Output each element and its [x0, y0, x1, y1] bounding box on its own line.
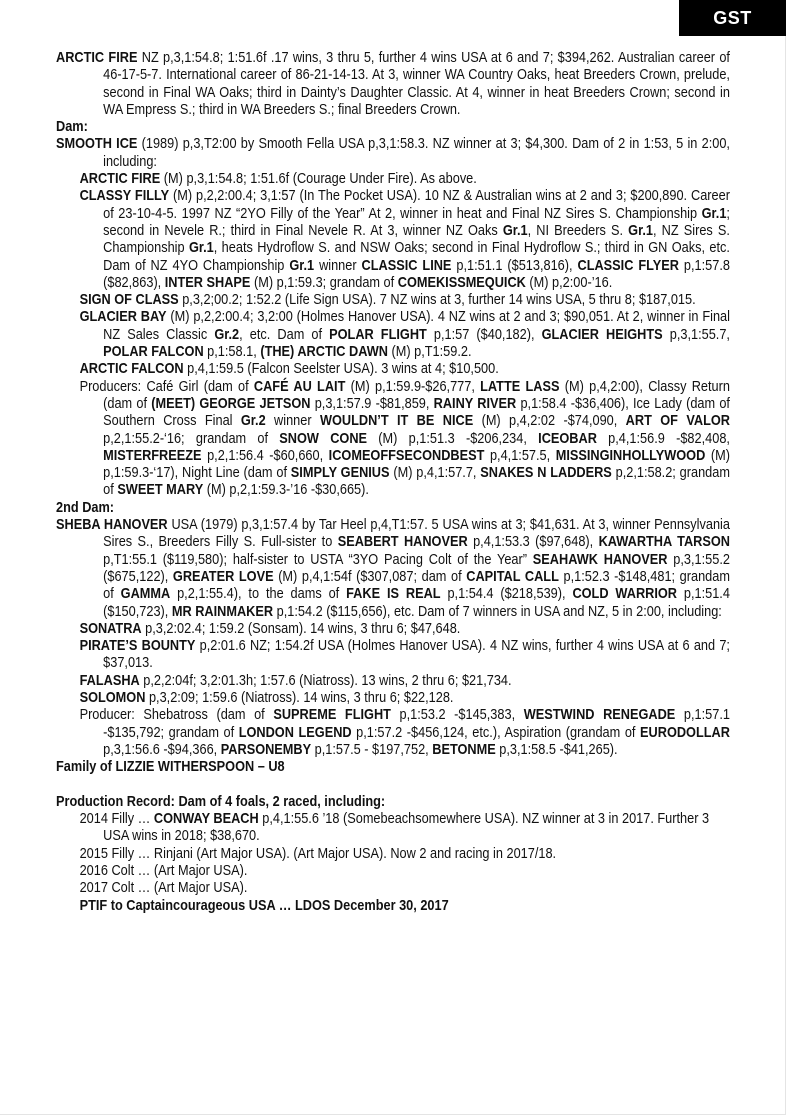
bold-text: ICOMEOFFSECONDBEST [328, 447, 485, 464]
section-heading [56, 794, 730, 811]
bold-text: SEABERT HANOVER [337, 534, 468, 551]
text: winner [265, 413, 320, 430]
text: 2016 Colt … (Art Major USA). [79, 862, 248, 879]
pedigree-entry [56, 846, 730, 863]
section-badge: GST [679, 0, 786, 36]
pedigree-entry [56, 309, 730, 361]
text: (M) p,2,2:00.4; 3,1:57 (In The Pocket USA). 10 NZ & Australian wins at 2 and 3; $200,890. Career of 23-10-4-5. 1997 NZ “2YO Filly of the Year” At 2, winner in heat and Final NZ Sires S. Championship [103, 188, 730, 222]
section-heading [56, 500, 730, 517]
text: ; second in Nevele R.; third in Final Nevele R. At 3, winner NZ Oaks [103, 205, 730, 239]
pedigree-entry [56, 171, 730, 188]
text: , NI Breeders S. [527, 222, 629, 239]
bold-text: 2nd Dam: [56, 499, 115, 516]
text: winner [314, 257, 362, 274]
text: p,1:52.3 -$148,481; grandam of [103, 568, 730, 603]
text: p,1:57 ($40,182), [426, 326, 542, 343]
bold-text: Production Record: Dam of 4 foals, 2 raced, including: [56, 793, 386, 810]
bold-text: Gr.2 [240, 413, 266, 430]
pedigree-entry [56, 292, 730, 309]
text: p,3,1:58.5 -$41,265). [495, 741, 618, 758]
bold-text: CAPITAL CALL [466, 568, 559, 585]
bold-text: SNOW CONE [279, 430, 368, 447]
text: (M) p,1:59.3-‘17), Night Line (dam of [103, 447, 730, 482]
bold-text: CAFÉ AU LAIT [253, 378, 346, 395]
text: p,3,2;00.2; 1:52.2 (Life Sign USA). 7 NZ wins at 3, further 14 wins USA, 5 thru 8; $187,015. [178, 292, 696, 309]
bold-text: Gr.1 [701, 205, 727, 222]
text: p,2,1:55.4), to the dams of [170, 586, 347, 603]
text: (M) p,4,2:02 -$74,090, [473, 413, 626, 430]
pedigree-entry [56, 136, 730, 171]
bold-text: (MEET) GEORGE JETSON [151, 395, 311, 412]
pedigree-entry [56, 898, 730, 915]
text: (M) p,1:59.3; grandam of [250, 274, 398, 291]
pedigree-entry [56, 50, 730, 119]
pedigree-entry [56, 863, 730, 880]
bold-text: SEAHAWK HANOVER [532, 551, 668, 568]
text: p,2,2:04f; 3,2:01.3h; 1:57.6 (Niatross). 13 wins, 2 thru 6; $21,734. [139, 672, 512, 689]
text: p,1:57.2 -$456,124, etc.), Aspiration (grandam of [351, 724, 641, 741]
pedigree-entry [56, 690, 730, 707]
bold-text: FALASHA [79, 672, 140, 689]
bold-text: Gr.1 [289, 257, 315, 274]
bold-text: WOULDN’T IT BE NICE [319, 413, 474, 430]
text: p,2:01.6 NZ; 1:54.2f USA (Holmes Hanover USA). 4 NZ wins, further 4 wins USA at 6 and 7; $37,013. [103, 638, 730, 672]
blank-line [56, 776, 730, 793]
text: p,4,1:57.5, [484, 447, 556, 464]
text: p,3,2:02.4; 1:59.2 (Sonsam). 14 wins, 3 thru 6; $47,648. [141, 620, 461, 637]
bold-text: SUPREME FLIGHT [273, 707, 391, 724]
text: (M) p,2:00-’16. [525, 274, 613, 291]
bold-text: POLAR FALCON [103, 344, 204, 361]
text: p,3,2:09; 1:59.6 (Niatross). 14 wins, 3 thru 6; $22,128. [145, 689, 454, 706]
text: , etc. Dam of [239, 326, 330, 343]
bold-text: Gr.2 [214, 326, 240, 343]
bold-text: INTER SHAPE [164, 274, 251, 291]
text: Producer: Shebatross (dam of [79, 707, 274, 724]
bold-text: ARCTIC FALCON [79, 361, 184, 378]
text: p,3,1:55.7, [662, 326, 730, 343]
bold-text: CLASSY FILLY [79, 188, 170, 205]
bold-text: SHEBA HANOVER [56, 517, 168, 534]
text: (M) p,4,1:54f ($307,087; dam of [273, 568, 467, 585]
bold-text: Dam: [56, 119, 88, 136]
bold-text: FAKE IS REAL [346, 586, 441, 603]
text: p,4,1:55.6 ’18 (Somebeachsomewhere USA). NZ winner at 3 in 2017. Further 3 USA wins in 2018; $38,670. [103, 811, 710, 845]
text: p,2,1:56.4 -$60,660, [201, 447, 329, 464]
bold-text: LONDON LEGEND [238, 724, 352, 741]
text: p,1:53.2 -$145,383, [390, 707, 524, 724]
text: p,1:57.5 - $197,752, [311, 741, 433, 758]
text: p,2,1:55.2-‘16; grandam of [103, 430, 280, 447]
bold-text: SMOOTH ICE [56, 136, 138, 153]
text: (M) p,T1:59.2. [387, 344, 472, 361]
text: (M) p,4,2:00), Classy Return (dam of [103, 378, 730, 412]
bold-text: CLASSIC LINE [361, 257, 452, 274]
bold-text: ART OF VALOR [625, 413, 730, 430]
bold-text: MR RAINMAKER [171, 603, 274, 620]
pedigree-entry [56, 379, 730, 500]
bold-text: SWEET MARY [117, 482, 204, 499]
bold-text: Family of LIZZIE WITHERSPOON – U8 [56, 759, 285, 776]
bold-text: WESTWIND RENEGADE [523, 707, 676, 724]
bold-text: GLACIER HEIGHTS [541, 326, 663, 343]
pedigree-entry [56, 361, 730, 378]
bold-text: Gr.1 [188, 240, 214, 257]
text: , NZ Sires S. Championship [103, 222, 730, 257]
bold-text: CONWAY BEACH [153, 811, 259, 828]
pedigree-entry [56, 811, 730, 846]
bold-text: SOLOMON [79, 689, 146, 706]
bold-text: CLASSIC FLYER [577, 257, 679, 274]
pedigree-text-body [56, 50, 730, 915]
bold-text: GREATER LOVE [172, 568, 274, 585]
text: (M) p,1:59.9-$26,777, [345, 378, 481, 395]
bold-text: Gr.1 [628, 222, 653, 239]
section-heading [56, 759, 730, 776]
text: NZ p,3,1:54.8; 1:51.6f .17 wins, 3 thru 5, further 4 wins USA at 6 and 7; $394,262. Australian career of 46-17-5-7. International career of 86-21-14-13. At 3, winner WA Country Oaks, heat Breeders Crown, prelude, second in Final WA Oaks; third in Dainty’s Daughter Classic. At 4, winner in heat Breeders Crown; second in WA Empress S.; third in WA Breeders S.; final Breeders Crown. [103, 50, 730, 118]
bold-text: Gr.1 [502, 222, 528, 239]
bold-text: GLACIER BAY [79, 309, 167, 326]
bold-text: SONATRA [79, 620, 142, 637]
text: , heats Hydroflow S. and NSW Oaks; second in Final Hydroflow S.; third in GN Oaks, etc. Dam of NZ 4YO Championship [103, 240, 730, 274]
bold-text: MISSINGINHOLLYWOOD [555, 447, 706, 464]
bold-text: ARCTIC FIRE [79, 171, 161, 188]
text: 2017 Colt … (Art Major USA). [79, 880, 248, 897]
text: (1989) p,3,T2:00 by Smooth Fella USA p,3,1:58.3. NZ winner at 3; $4,300. Dam of 2 in 1:53, 5 in 2:00, including: [103, 136, 730, 170]
pedigree-entry [56, 880, 730, 897]
bold-text: EURODOLLAR [640, 724, 730, 741]
bold-text: POLAR FLIGHT [329, 326, 427, 343]
text: p,4,1:59.5 (Falcon Seelster USA). 3 wins at 4; $10,500. [183, 361, 499, 378]
text: p,1:54.4 ($218,539), [440, 586, 573, 603]
bold-text: ICEOBAR [538, 430, 597, 447]
bold-text: SIMPLY GENIUS [290, 465, 390, 482]
bold-text: ARCTIC FIRE [56, 50, 138, 66]
text: 2015 Filly … Rinjani (Art Major USA). (Art Major USA). Now 2 and racing in 2017/18. [79, 845, 557, 862]
text: (M) p,2,2:00.4; 3,2:00 (Holmes Hanover USA). 4 NZ wins at 2 and 3; $90,051. At 2, winner in Final NZ Sales Classic [103, 309, 730, 343]
pedigree-entry [56, 621, 730, 638]
text: p,1:58.1, [203, 344, 261, 361]
text: (M) p,2,1:59.3-’16 -$30,665). [203, 482, 369, 499]
text: p,3,1:56.6 -$94,366, [103, 741, 221, 758]
section-heading [56, 119, 730, 136]
bold-text: SIGN OF CLASS [79, 292, 179, 309]
text: p,4,1:56.9 -$82,408, [596, 430, 730, 447]
bold-text: GAMMA [120, 586, 171, 603]
text: Producers: Café Girl (dam of [79, 378, 254, 395]
text: p,T1:55.1 ($119,580); half-sister to USTA “3YO Pacing Colt of the Year” [103, 551, 533, 568]
text: 2014 Filly … [79, 811, 154, 828]
text: p,4,1:53.3 ($97,648), [467, 534, 599, 551]
pedigree-entry [56, 638, 730, 673]
text: p,1:58.4 -$36,406), Ice Lady (dam of Southern Cross Final [103, 395, 730, 430]
bold-text: PARSONEMBY [220, 741, 312, 758]
text: USA (1979) p,3,1:57.4 by Tar Heel p,4,T1:57. 5 USA wins at 3; $41,631. At 3, winner Pennsylvania Sires S., Breeders Filly S. Full-sister to [103, 517, 730, 551]
text: p,1:51.4 ($150,723), [103, 586, 730, 620]
bold-text: PTIF to Captaincourageous USA … LDOS December 30, 2017 [79, 897, 449, 914]
bold-text: LATTE LASS [480, 378, 560, 395]
text: p,1:57.1 -$135,792; grandam of [103, 707, 730, 741]
text: p,1:54.2 ($115,656), etc. Dam of 7 winners in USA and NZ, 5 in 2:00, including: [273, 603, 722, 620]
bold-text: (THE) ARCTIC DAWN [260, 344, 388, 361]
bold-text: COLD WARRIOR [572, 586, 678, 603]
pedigree-entry [56, 707, 730, 759]
pedigree-entry [56, 517, 730, 621]
bold-text: MISTERFREEZE [103, 447, 202, 464]
text: p,2,1:58.2; grandam of [103, 465, 730, 499]
pedigree-entry [56, 673, 730, 690]
bold-text: KAWARTHA TARSON [598, 534, 730, 551]
text: p,3,1:55.2 ($675,122), [103, 551, 730, 585]
text: p,1:51.1 ($513,816), [451, 257, 578, 274]
bold-text: RAINY RIVER [433, 395, 517, 412]
text: p,1:57.8 ($82,863), [103, 257, 730, 291]
text: (M) p,4,1:57.7, [389, 465, 481, 482]
pedigree-entry [56, 188, 730, 292]
text: (M) p,1:51.3 -$206,234, [367, 430, 539, 447]
bold-text: SNAKES N LADDERS [480, 465, 612, 482]
text: (M) p,3,1:54.8; 1:51.6f (Courage Under Fire). As above. [160, 171, 477, 188]
bold-text: COMEKISSMEQUICK [397, 274, 526, 291]
bold-text: PIRATE’S BOUNTY [79, 638, 196, 655]
text: p,3,1:57.9 -$81,859, [310, 395, 434, 412]
bold-text: BETONME [432, 741, 496, 758]
pedigree-content [56, 50, 730, 915]
